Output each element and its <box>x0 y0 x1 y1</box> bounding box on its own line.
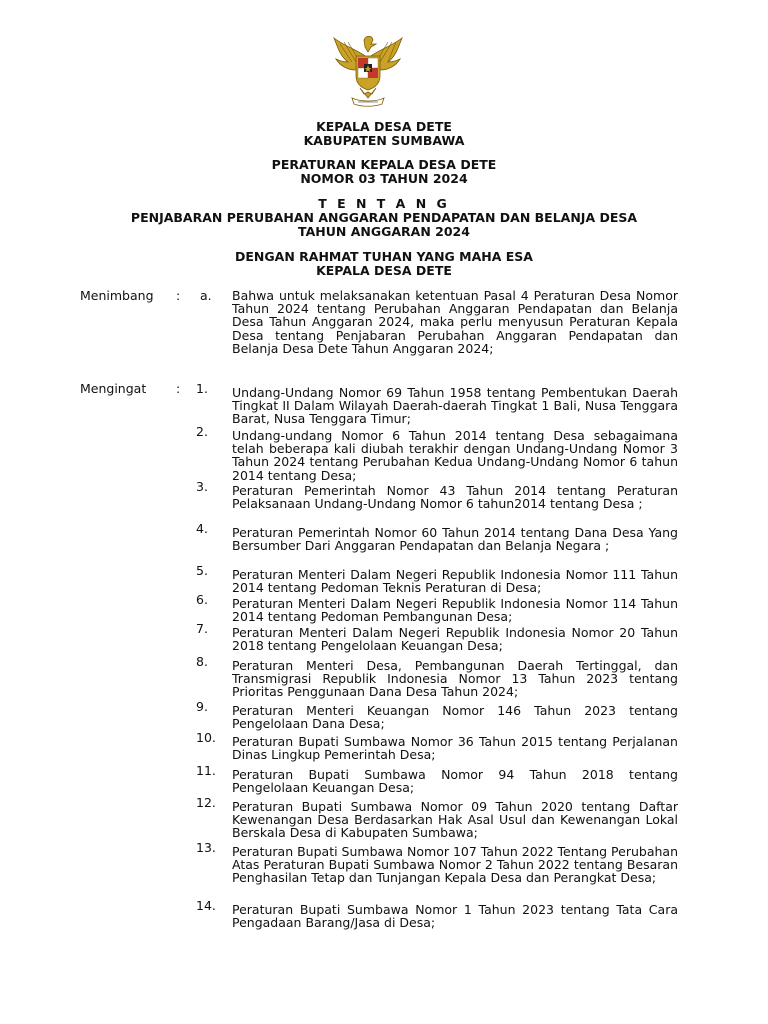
subject-heading <box>0 197 768 239</box>
list-item-number: 11. <box>196 763 216 778</box>
list-item-text: Peraturan Menteri Desa, Pembangunan Daerah Tertinggal, dan Transmigrasi Republik Indonesia Nomor 13 Tahun 2023 tentang Prioritas Penggunaan Dana Desa Tahun 2024; <box>232 658 678 700</box>
list-item-text: Peraturan Bupati Sumbawa Nomor 107 Tahun 2022 Tentang Perubahan Atas Peraturan Bupati Sumbawa Nomor 2 Tahun 2022 tentang Besaran Penghasilan Tetap dan Tunjangan Kepala Desa dan Perangkat Desa; <box>232 844 679 886</box>
list-item-text: Peraturan Bupati Sumbawa Nomor 36 Tahun 2015 tentang Perjalanan Dinas Lingkup Pemerintah Desa; <box>232 734 678 763</box>
list-item-number: 5. <box>196 563 208 578</box>
preamble-grace: DENGAN RAHMAT TUHAN YANG MAHA ESA <box>235 249 533 264</box>
list-item-text: Peraturan Menteri Keuangan Nomor 146 Tahun 2023 tentang Pengelolaan Dana Desa; <box>232 703 678 732</box>
list-item-number: 14. <box>196 898 216 913</box>
list-item-number: 10. <box>196 730 216 745</box>
list-item-text: Undang-Undang Nomor 69 Tahun 1958 tentang Pembentukan Daerah Tingkat II Dalam Wilayah Daerah-daerah Tingkat 1 Bali, Nusa Tenggara Barat, Nusa Tenggara Timur; <box>232 385 678 427</box>
menimbang-marker: a. <box>200 288 212 303</box>
menimbang-label: Menimbang <box>80 288 154 303</box>
subject-line-1: PENJABARAN PERUBAHAN ANGGARAN PENDAPATAN DAN BELANJA DESA <box>130 210 638 225</box>
preamble-heading <box>0 250 768 278</box>
list-item-text: Peraturan Pemerintah Nomor 43 Tahun 2014 tentang Peraturan Pelaksanaan Undang-Undang Nomor 6 tahun2014 tentang Desa ; <box>232 483 678 512</box>
issuer-title: KEPALA DESA DETE <box>316 119 452 134</box>
list-item-number: 9. <box>196 699 208 714</box>
menimbang-text: Bahwa untuk melaksanakan ketentuan Pasal 4 Peraturan Desa Nomor Tahun 2024 tentang Perubahan Anggaran Pendapatan dan Belanja Desa Tahun Anggaran 2024, maka perlu menyusun Peraturan Kepala Desa tentang Penjabaran Perubahan Anggaran Pendapatan dan Belanja Desa Dete Tahun Anggaran 2024; <box>232 288 678 356</box>
regulation-number: NOMOR 03 TAHUN 2024 <box>300 171 468 186</box>
list-item-text: Peraturan Bupati Sumbawa Nomor 94 Tahun 2018 tentang Pengelolaan Keuangan Desa; <box>232 767 678 796</box>
list-item-number: 12. <box>196 795 216 810</box>
regulation-type: PERATURAN KEPALA DESA DETE <box>271 157 497 172</box>
garuda-emblem-icon <box>330 32 406 108</box>
mengingat-colon: : <box>176 381 181 396</box>
list-item-text: Peraturan Bupati Sumbawa Nomor 1 Tahun 2023 tentang Tata Cara Pengadaan Barang/Jasa di Desa; <box>232 902 678 931</box>
list-item-number: 3. <box>196 479 208 494</box>
list-item-number: 13. <box>196 840 216 855</box>
list-item-text: Peraturan Menteri Dalam Negeri Republik Indonesia Nomor 114 Tahun 2014 tentang Pedoman Pembangunan Desa; <box>232 596 678 625</box>
mengingat-label: Mengingat <box>80 381 147 396</box>
list-item-number: 2. <box>196 424 208 439</box>
list-item-text: Peraturan Pemerintah Nomor 60 Tahun 2014 tentang Dana Desa Yang Bersumber Dari Anggaran Pendapatan dan Belanja Negara ; <box>232 525 678 554</box>
list-item-number: 4. <box>196 521 208 536</box>
list-item-number: 1. <box>196 381 208 396</box>
list-item-number: 7. <box>196 621 208 636</box>
list-item-text: Peraturan Menteri Dalam Negeri Republik Indonesia Nomor 111 Tahun 2014 tentang Pedoman Teknis Peraturan di Desa; <box>232 567 678 596</box>
subject-line-2: TAHUN ANGGARAN 2024 <box>298 224 470 239</box>
list-item-text: Undang-undang Nomor 6 Tahun 2014 tentang Desa sebagaimana telah beberapa kali diubah terakhir dengan Undang-Undang Nomor 3 Tahun 2024 tentang Perubahan Kedua Undang-Undang Nomor 6 tahun 2014 tentang Desa; <box>232 428 678 483</box>
list-item-text: Peraturan Bupati Sumbawa Nomor 09 Tahun 2020 tentang Daftar Kewenangan Desa Berdasarkan Hak Asal Usul dan Kewenangan Lokal Berskala Desa di Kabupaten Sumbawa; <box>232 799 678 841</box>
preamble-authority: KEPALA DESA DETE <box>316 263 452 278</box>
list-item-text: Peraturan Menteri Dalam Negeri Republik Indonesia Nomor 20 Tahun 2018 tentang Pengelolaan Keuangan Desa; <box>232 625 678 654</box>
list-item-number: 8. <box>196 654 208 669</box>
list-item-number: 6. <box>196 592 208 607</box>
issuer-regency: KABUPATEN SUMBAWA <box>303 133 465 148</box>
tentang-label: T E N T A N G <box>318 196 450 211</box>
issuer-heading <box>0 120 768 148</box>
regulation-heading <box>0 158 768 186</box>
menimbang-colon: : <box>176 288 181 303</box>
